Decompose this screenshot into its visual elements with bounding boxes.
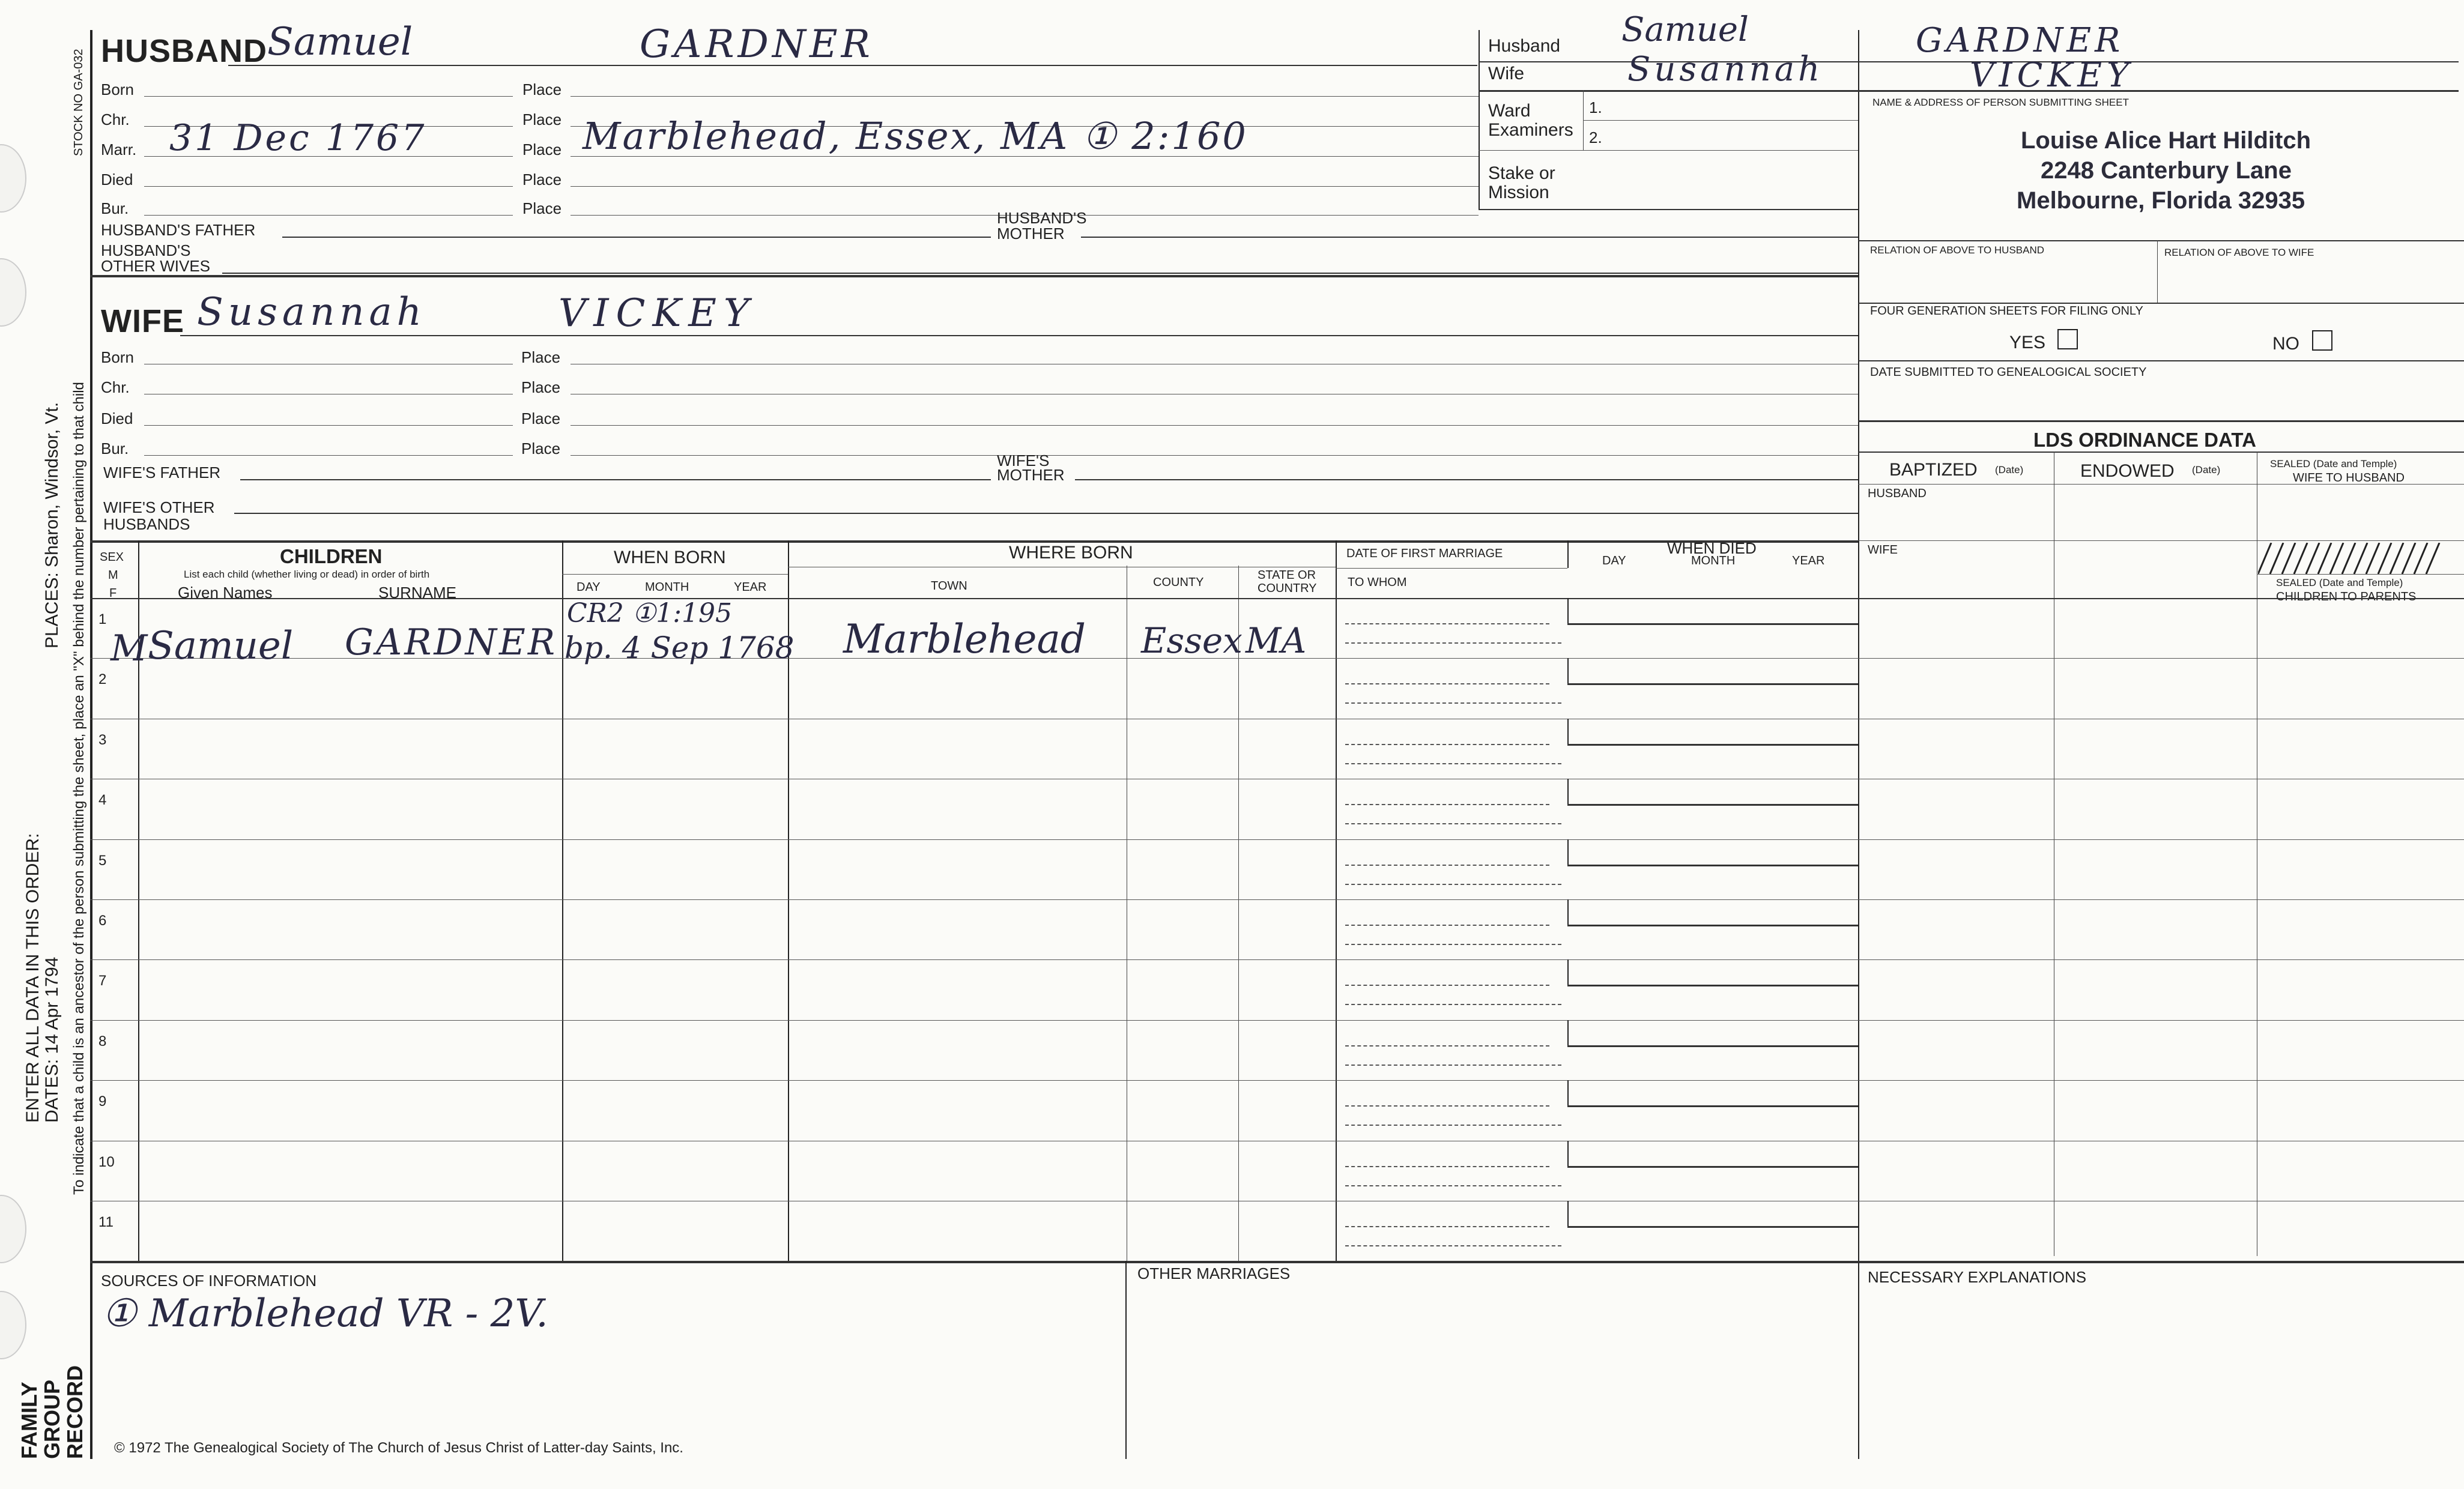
wife-place-line: [571, 455, 1858, 456]
stake-bottom: [1479, 209, 1858, 210]
submitter-name: Louise Alice Hart Hilditch: [2021, 127, 2311, 154]
marriage-date-dash: [1345, 865, 1549, 866]
husband-heading: HUSBAND: [101, 33, 267, 69]
wife-mother-line: [1075, 479, 1858, 480]
husband-surname: GARDNER: [640, 22, 874, 67]
lds-endowed: ENDOWED: [2080, 461, 2175, 481]
child-row-number: 3: [98, 731, 107, 748]
husband-other-wives-line: [222, 273, 1858, 274]
stake-label-1: Stake or: [1488, 163, 1555, 183]
died-bracket-left: [1567, 959, 1569, 986]
died-bracket-line: [1567, 1045, 1858, 1047]
tr-wife-label: Wife: [1488, 64, 1524, 83]
died-bracket-line: [1567, 1226, 1858, 1228]
state-header-1: STATE OR: [1258, 569, 1316, 582]
marriage-date-dash: [1345, 683, 1549, 684]
child-row-number: 5: [98, 852, 107, 869]
husband-place-line: [571, 186, 1479, 187]
submitter-bottom: [1858, 240, 2464, 241]
wife-place-label: Place: [521, 409, 561, 427]
died-bracket-line: [1567, 623, 1858, 625]
lds-husband-label: HUSBAND: [1868, 487, 1927, 500]
lds-sealed-children-1: SEALED (Date and Temple): [2276, 577, 2403, 588]
wife-row-label: Chr.: [101, 378, 130, 396]
died-bracket-left: [1567, 839, 1569, 866]
submitter-label: NAME & ADDRESS OF PERSON SUBMITTING SHEET: [1872, 97, 2129, 108]
child-1-county: Essex: [1141, 620, 1243, 661]
died-bracket-line: [1567, 1166, 1858, 1168]
date-submitted-bottom: [1858, 420, 2464, 422]
husband-row-label: Chr.: [101, 110, 130, 128]
marriage-whom-dash: [1345, 702, 1561, 704]
whenborn-day: DAY: [577, 581, 601, 594]
died-year: YEAR: [1792, 554, 1825, 567]
whenborn-header-divider: [562, 574, 788, 575]
died-bracket-left: [1567, 719, 1569, 745]
binder-hole: [0, 258, 26, 327]
wife-row-label: Bur.: [101, 439, 129, 458]
marriage-whom-dash: [1345, 763, 1561, 764]
marriage-date-dash: [1345, 1166, 1549, 1167]
husband-date-line: [144, 215, 513, 216]
marriage-whom-dash: [1345, 1065, 1561, 1066]
lds-sealed-children-2: CHILDREN TO PARENTS: [2276, 590, 2417, 603]
whenborn-header: WHEN BORN: [614, 548, 726, 567]
lds-wife-label: WIFE: [1868, 543, 1898, 557]
wife-place-line: [571, 425, 1858, 426]
wife-father-line: [240, 479, 991, 480]
yes-checkbox[interactable]: [2057, 329, 2078, 349]
husband-place-label: Place: [522, 140, 562, 159]
died-bracket-left: [1567, 658, 1569, 684]
marriage-whom-dash: [1345, 1004, 1561, 1005]
husband-marr-date: 31 Dec 1767: [169, 117, 427, 159]
bottom-section-top: [90, 1261, 2464, 1263]
binder-hole: [0, 1291, 26, 1359]
child-row-number: 4: [98, 792, 107, 809]
marriage-date-dash: [1345, 744, 1549, 745]
examiner-1-label: 1.: [1589, 98, 1602, 116]
husband-other-wives-label-1: HUSBAND'S: [101, 241, 191, 259]
side-order-title: ENTER ALL DATA IN THIS ORDER:: [23, 833, 43, 1123]
child-1-surname: GARDNER: [345, 621, 558, 663]
col-marriage-right: [1567, 540, 1569, 568]
other-marriages-label: OTHER MARRIAGES: [1137, 1264, 1291, 1282]
lds-husband-bottom: [1858, 540, 2464, 541]
children-table-top: [90, 540, 1858, 543]
wife-mother-label-1: WIFE'S: [997, 452, 1050, 470]
husband-mother-line: [1081, 237, 1858, 238]
husband-marr-place: Marblehead, Essex, MA ① 2:160: [583, 114, 1248, 158]
wife-place-label: Place: [521, 439, 561, 458]
wife-heading: WIFE: [101, 303, 184, 339]
child-row-number: 10: [98, 1153, 115, 1170]
marriage-whom-dash: [1345, 1245, 1561, 1246]
rel-husband-label: RELATION OF ABOVE TO HUSBAND: [1870, 244, 2045, 256]
town-header: TOWN: [931, 579, 967, 593]
husband-place-label: Place: [522, 199, 562, 217]
tr-husband-line: [1479, 61, 2459, 62]
copyright-symbol: ©: [114, 1440, 125, 1456]
marriage-date-dash: [1345, 985, 1549, 986]
marriage-whom-dash: [1345, 884, 1561, 885]
husband-place-label: Place: [522, 110, 562, 128]
whenborn-year: YEAR: [734, 581, 767, 594]
child-row-number: 7: [98, 973, 107, 989]
four-gen-label: FOUR GENERATION SHEETS FOR FILING ONLY: [1870, 304, 2143, 318]
sex-label: SEX: [100, 551, 124, 564]
tr-husband-label: Husband: [1488, 36, 1561, 56]
wife-place-label: Place: [521, 348, 561, 366]
source-1: ① Marblehead VR - 2V.: [102, 1291, 548, 1336]
col-children-right: [562, 540, 563, 1261]
tr-wife-surname: VICKEY: [1970, 56, 2134, 95]
wife-other-husbands-2: HUSBANDS: [103, 515, 190, 533]
marriage-date-dash: [1345, 1105, 1549, 1107]
child-1-given: Samuel: [148, 624, 294, 668]
topright-left-border: [1479, 30, 1480, 210]
date-submitted-label: DATE SUBMITTED TO GENEALOGICAL SOCIETY: [1870, 366, 2147, 379]
sealed-hatch-bottom: [2257, 574, 2464, 575]
binder-hole: [0, 144, 26, 213]
marriage-date-dash: [1345, 804, 1549, 805]
wife-mother-label-2: MOTHER: [997, 466, 1065, 484]
stock-number: STOCK NO GA-032: [72, 49, 85, 156]
county-header: COUNTY: [1153, 576, 1204, 589]
to-whom-header: TO WHOM: [1348, 576, 1407, 589]
died-bracket-line: [1567, 1105, 1858, 1107]
husband-date-line: [144, 186, 513, 187]
wife-date-line: [144, 425, 513, 426]
lds-sealed-1: SEALED (Date and Temple): [2270, 458, 2397, 470]
stake-label-2: Mission: [1488, 183, 1549, 202]
died-bracket-left: [1567, 1080, 1569, 1107]
husband-father-line: [282, 237, 991, 238]
marriage-date-dash: [1345, 1226, 1549, 1227]
ward-label: Ward: [1488, 101, 1531, 121]
died-bracket-line: [1567, 683, 1858, 685]
submitter-street: 2248 Canterbury Lane: [2041, 157, 2292, 184]
wife-father-label: WIFE'S FATHER: [103, 464, 221, 482]
children-note: List each child (whether living or dead) in order of birth: [184, 569, 430, 580]
husband-other-wives-label-2: OTHER WIVES: [101, 257, 211, 275]
wife-surname: VICKEY: [558, 291, 757, 336]
marriage-whom-dash: [1345, 823, 1561, 824]
bottom-divider-1: [1125, 1261, 1127, 1459]
husband-date-line: [144, 96, 513, 97]
died-bracket-line: [1567, 744, 1858, 746]
husband-place-line: [571, 96, 1479, 97]
when-died-header: WHEN DIED: [1667, 539, 1757, 557]
examiner-1-line: [1583, 120, 1858, 121]
marriage-date-dash: [1345, 623, 1549, 624]
died-bracket-left: [1567, 779, 1569, 805]
sealed-hatch: [2258, 543, 2450, 574]
child-row-number: 6: [98, 913, 107, 929]
died-day: DAY: [1602, 554, 1626, 567]
copyright: © 1972 The Genealogical Society of The Church of Jesus Christ of Latter-day Saints, Inc.: [114, 1440, 683, 1456]
marriage-date-dash: [1345, 1045, 1549, 1047]
side-instruction: To indicate that a child is an ancestor of the person submitting the sheet, place an "X" behind the number pertaining to that child: [71, 382, 87, 1195]
marriage-header-divider: [1336, 568, 1567, 569]
lds-baptized: BAPTIZED: [1889, 460, 1978, 480]
marriage-whom-dash: [1345, 642, 1561, 644]
rel-wife-label: RELATION OF ABOVE TO WIFE: [2164, 247, 2314, 258]
marriage-whom-dash: [1345, 1185, 1561, 1186]
husband-mother-label-2: MOTHER: [997, 225, 1065, 243]
husband-section-bottom: [90, 275, 1858, 277]
sex-f: F: [109, 587, 117, 600]
no-checkbox[interactable]: [2312, 330, 2332, 351]
four-gen-bottom: [1858, 360, 2464, 361]
side-places: PLACES: Sharon, Windsor, Vt.: [42, 402, 62, 648]
died-bracket-left: [1567, 598, 1569, 624]
marriage-date-dash: [1345, 925, 1549, 926]
sources-label: SOURCES OF INFORMATION: [101, 1272, 317, 1290]
lds-header-bottom: [1858, 484, 2464, 485]
marriage-whom-dash: [1345, 1125, 1561, 1126]
husband-row-label: Marr.: [101, 140, 137, 159]
wife-given-name: Susannah: [197, 290, 426, 334]
lds-title: LDS ORDINANCE DATA: [2033, 429, 2256, 451]
first-marriage-header: DATE OF FIRST MARRIAGE: [1346, 547, 1503, 560]
lds-endowed-date: (Date): [2192, 464, 2221, 476]
husband-row-label: Bur.: [101, 199, 129, 217]
examiner-2-label: 2.: [1589, 128, 1602, 146]
child-row-divider: [90, 959, 2464, 960]
husband-given-name: Samuel: [267, 20, 413, 64]
child-1-born-line-2: bp. 4 Sep 1768: [565, 630, 795, 665]
wife-name-line: [180, 335, 1858, 336]
child-row-number: 11: [98, 1214, 114, 1230]
died-bracket-line: [1567, 985, 1858, 986]
wife-other-husbands-line: [234, 513, 1858, 514]
child-row-number: 1: [98, 611, 107, 627]
side-dates: DATES: 14 Apr 1794: [42, 956, 62, 1123]
wife-row-label: Died: [101, 409, 133, 427]
rel-bottom: [1858, 303, 2464, 304]
children-header-bottom: [90, 598, 2464, 599]
wife-row-label: Born: [101, 348, 134, 366]
tr-wife-name: Susannah: [1627, 50, 1824, 89]
child-row-number: 8: [98, 1033, 107, 1050]
explanations-label: NECESSARY EXPLANATIONS: [1868, 1268, 2087, 1286]
whenborn-month: MONTH: [645, 581, 689, 594]
col-where-right: [1336, 540, 1337, 1261]
tr-husband-name: Samuel: [1621, 10, 1749, 49]
examiners-label: Examiners: [1488, 120, 1573, 140]
child-row-number: 9: [98, 1093, 107, 1110]
lds-sealed-2: WIFE TO HUSBAND: [2293, 471, 2405, 485]
marriage-whom-dash: [1345, 944, 1561, 945]
died-bracket-left: [1567, 1020, 1569, 1047]
no-label: NO: [2272, 334, 2299, 354]
col-county-right: [1238, 566, 1239, 1261]
husband-place-label: Place: [522, 80, 562, 98]
died-bracket-line: [1567, 925, 1858, 926]
child-row-divider: [90, 899, 2464, 900]
child-1-born-line-1: CR2 ①1:195: [567, 598, 733, 629]
child-1-town: Marblehead: [843, 616, 1086, 662]
husband-place-label: Place: [522, 171, 562, 189]
sex-m: M: [108, 569, 118, 582]
husband-row-label: Died: [101, 171, 133, 189]
given-names-header: Given Names: [178, 584, 273, 602]
child-row-divider: [90, 1020, 2464, 1021]
binder-hole: [0, 1195, 26, 1263]
husband-row-label: Born: [101, 80, 134, 98]
child-1-state: MA: [1246, 620, 1307, 661]
surname-header: SURNAME: [378, 584, 457, 602]
husband-mother-label-1: HUSBAND'S: [997, 209, 1087, 227]
state-header-2: COUNTRY: [1258, 582, 1317, 595]
rel-divider: [2157, 240, 2158, 303]
examiners-bottom: [1479, 150, 1858, 151]
wife-other-husbands-1: WIFE'S OTHER: [103, 498, 215, 516]
husband-father-label: HUSBAND'S FATHER: [101, 221, 256, 239]
tr-wife-line: [1479, 90, 2459, 92]
tr-husband-surname: GARDNER: [1916, 21, 2124, 60]
died-bracket-left: [1567, 1141, 1569, 1167]
died-bracket-left: [1567, 1201, 1569, 1227]
died-month: MONTH: [1691, 554, 1736, 567]
died-bracket-line: [1567, 804, 1858, 806]
submitter-city: Melbourne, Florida 32935: [2017, 187, 2305, 214]
wife-date-line: [144, 455, 513, 456]
lds-baptized-date: (Date): [1995, 464, 2024, 476]
child-1-sex: M: [110, 627, 148, 669]
died-bracket-left: [1567, 899, 1569, 926]
form-title: FAMILY GROUP RECORD: [17, 1365, 87, 1459]
died-bracket-line: [1567, 865, 1858, 866]
child-row-divider: [90, 1080, 2464, 1081]
lds-title-bottom: [1858, 452, 2464, 453]
child-row-divider: [90, 839, 2464, 840]
whereborn-header: WHERE BORN: [1009, 543, 1133, 563]
right-panel-border: [1858, 30, 1859, 1459]
yes-label: YES: [2009, 333, 2046, 352]
wife-place-label: Place: [521, 378, 561, 396]
frame-left: [90, 30, 92, 1459]
children-title: CHILDREN: [280, 545, 383, 567]
child-row-number: 2: [98, 671, 107, 688]
